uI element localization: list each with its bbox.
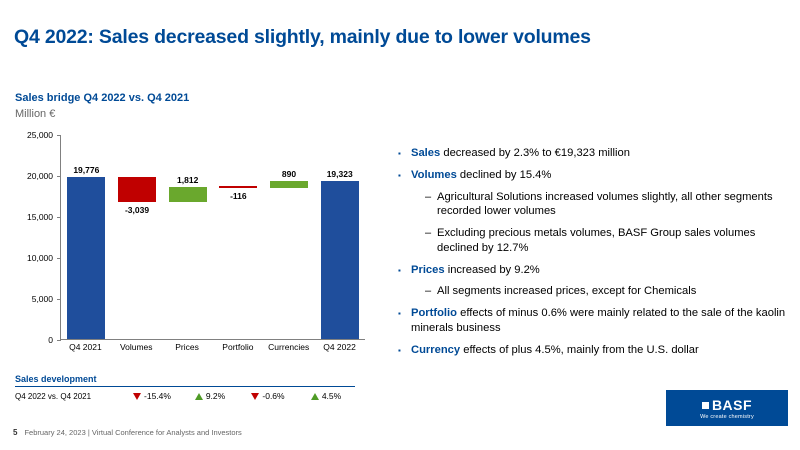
page-number: 5 bbox=[13, 428, 18, 437]
sales-development-title: Sales development bbox=[15, 374, 355, 387]
bullet-dash-icon: – bbox=[425, 285, 432, 298]
list-item bbox=[398, 168, 790, 183]
arrow-down-icon bbox=[251, 393, 259, 400]
y-tick-label: 20,000 bbox=[27, 171, 53, 181]
bar-positive bbox=[270, 181, 308, 188]
sales-development-value: -0.6% bbox=[262, 391, 285, 401]
bullet-square-icon: ▪ bbox=[398, 170, 401, 180]
list-item bbox=[398, 306, 790, 336]
sales-development-cell bbox=[181, 391, 239, 401]
bar-value-label: 19,323 bbox=[326, 168, 353, 179]
x-tick-label: Q4 2022 bbox=[323, 342, 356, 352]
bar-slot bbox=[314, 135, 365, 339]
y-tick-mark bbox=[57, 258, 61, 259]
y-tick-label: 10,000 bbox=[27, 253, 53, 263]
bar-group bbox=[61, 135, 365, 339]
chart-units: Million € bbox=[15, 108, 56, 120]
list-item bbox=[425, 190, 790, 220]
plot-area bbox=[60, 135, 365, 340]
y-tick-label: 0 bbox=[48, 335, 53, 345]
x-tick-label: Volumes bbox=[119, 342, 153, 352]
x-axis bbox=[60, 342, 365, 352]
bar-total bbox=[321, 181, 359, 339]
footer bbox=[13, 428, 242, 437]
list-item bbox=[398, 343, 790, 358]
y-tick-label: 25,000 bbox=[27, 130, 53, 140]
bar-total bbox=[67, 177, 105, 339]
list-item-text: Currency effects of plus 4.5%, mainly from the U.S. dollar bbox=[411, 343, 699, 356]
list-item-text: Agricultural Solutions increased volumes slightly, all other segments recorded lower volumes bbox=[437, 190, 773, 218]
list-item-text: Excluding precious metals volumes, BASF Group sales volumes declined by 12.7% bbox=[437, 227, 756, 254]
bar-slot bbox=[264, 135, 315, 339]
commentary-list bbox=[398, 146, 790, 365]
bar-value-label: 1,812 bbox=[177, 174, 199, 185]
arrow-up-icon bbox=[311, 393, 319, 400]
bar-slot bbox=[213, 135, 264, 339]
list-item bbox=[425, 226, 790, 256]
bullet-square-icon: ▪ bbox=[398, 265, 401, 275]
arrow-up-icon bbox=[195, 393, 203, 400]
basf-logo bbox=[666, 390, 788, 426]
bullet-square-icon: ▪ bbox=[398, 345, 401, 355]
list-item bbox=[398, 263, 790, 278]
footer-text: February 24, 2023 | Virtual Conference for Analysts and Investors bbox=[24, 428, 242, 437]
sales-development-cell bbox=[123, 391, 181, 401]
list-item-text: Prices increased by 9.2% bbox=[411, 263, 540, 276]
logo-wordmark bbox=[702, 397, 752, 413]
sales-development-table bbox=[15, 374, 355, 401]
list-item-text: Sales decreased by 2.3% to €19,323 million bbox=[411, 147, 630, 159]
bar-negative bbox=[118, 177, 156, 202]
sales-development-value: 4.5% bbox=[321, 391, 342, 401]
sales-bridge-chart bbox=[15, 130, 365, 360]
list-item-text: Portfolio effects of minus 0.6% were mainly related to the sale of the kaolin minerals business bbox=[411, 307, 786, 335]
y-tick-mark bbox=[57, 176, 61, 177]
bar-value-label: -3,039 bbox=[124, 204, 150, 215]
bar-slot bbox=[162, 135, 213, 339]
bar-positive bbox=[169, 187, 207, 202]
chart-heading: Sales bridge Q4 2022 vs. Q4 2021 bbox=[15, 92, 190, 104]
y-tick-mark bbox=[57, 217, 61, 218]
sales-development-value: 9.2% bbox=[205, 391, 226, 401]
y-tick-label: 15,000 bbox=[27, 212, 53, 222]
list-item-lead: Prices bbox=[411, 263, 445, 276]
list-item bbox=[425, 284, 790, 299]
bullet-square-icon: ▪ bbox=[398, 149, 401, 158]
sales-development-value: -15.4% bbox=[144, 391, 171, 401]
bar-negative bbox=[219, 186, 257, 188]
y-tick-mark bbox=[57, 299, 61, 300]
list-item-text: Volumes declined by 15.4% bbox=[411, 168, 552, 181]
table-row bbox=[15, 387, 355, 401]
x-tick-label: Currencies bbox=[268, 342, 310, 352]
bar-value-label: 890 bbox=[281, 168, 297, 179]
x-tick-label: Prices bbox=[175, 342, 199, 352]
x-tick-label: Portfolio bbox=[222, 342, 254, 352]
list-item-lead: Sales bbox=[411, 147, 441, 159]
logo-tagline: We create chemistry bbox=[700, 413, 754, 420]
list-item-lead: Currency bbox=[411, 343, 461, 356]
sales-development-row-label: Q4 2022 vs. Q4 2021 bbox=[15, 391, 92, 401]
arrow-down-icon bbox=[133, 393, 141, 400]
bar-slot bbox=[112, 135, 163, 339]
list-item-text: All segments increased prices, except for Chemicals bbox=[437, 285, 697, 298]
bar-slot bbox=[61, 135, 112, 339]
bar-value-label: 19,776 bbox=[73, 164, 100, 175]
list-item-lead: Volumes bbox=[411, 168, 457, 181]
y-tick-mark bbox=[57, 135, 61, 136]
sales-development-cell bbox=[239, 391, 297, 401]
y-tick-label: 5,000 bbox=[31, 294, 53, 304]
sales-development-cell bbox=[297, 391, 355, 401]
bullet-square-icon: ▪ bbox=[398, 309, 401, 319]
bar-value-label: -116 bbox=[230, 190, 247, 201]
bullet-dash-icon: – bbox=[425, 190, 432, 203]
page-title: Q4 2022: Sales decreased slightly, mainly due to lower volumes bbox=[14, 26, 591, 48]
logo-square-icon bbox=[702, 402, 709, 409]
bullet-dash-icon: – bbox=[425, 227, 432, 240]
y-tick-mark bbox=[57, 340, 61, 341]
logo-name: BASF bbox=[711, 396, 753, 413]
y-axis bbox=[15, 130, 57, 345]
x-tick-label: Q4 2021 bbox=[69, 342, 102, 352]
list-item bbox=[398, 146, 790, 161]
list-item-lead: Portfolio bbox=[411, 307, 457, 320]
